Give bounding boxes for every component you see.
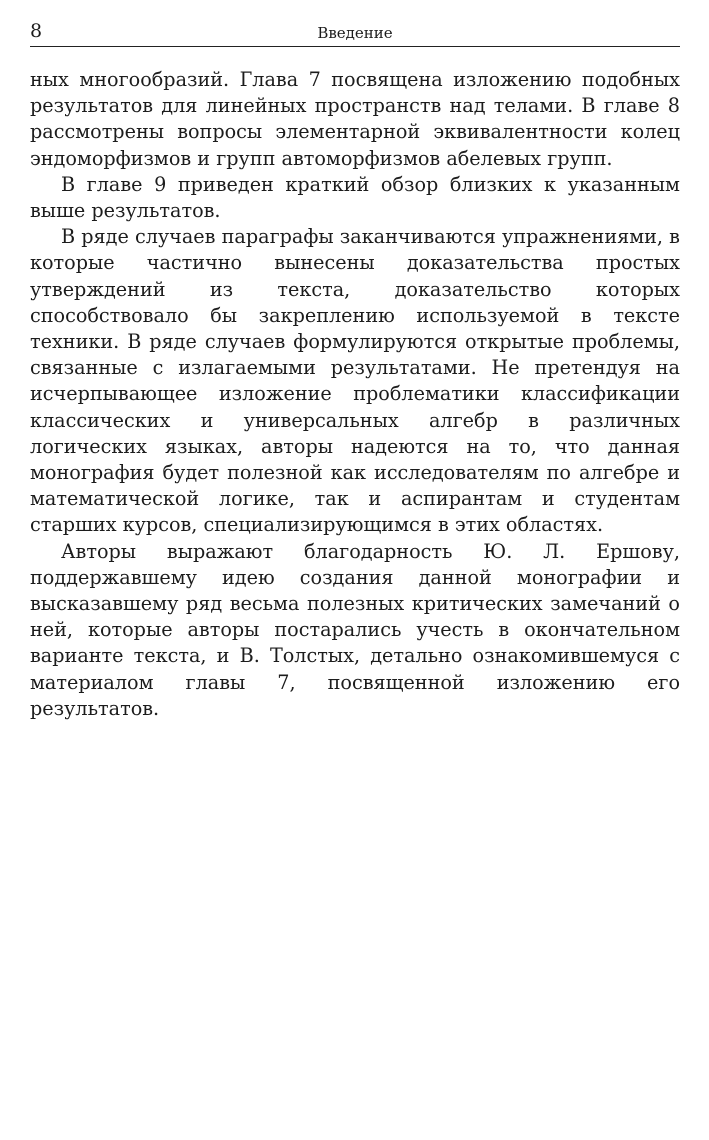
running-title: Введение — [317, 24, 393, 42]
paragraph-exercises: В ряде случаев параграфы заканчиваются упражнениями, в которые частично вынесены доказательства простых утверждений из текста, доказательство которых способствовало бы закреплению используемой в тексте техники. В ряде случаев формулируются открытые проблемы, связанные с излагаемыми результатами. Не претендуя на исчерпывающее изложение проблематики классификации классических и универсальных алгебр в различных логических языках, авторы надеются на то, что данная монография будет полезной как исследователям по алгебре и математической логике, так и аспирантам и студентам старших курсов, специализирующимся в этих областях. — [30, 225, 680, 537]
paragraph-continuation: ных многообразий. Глава 7 посвящена изложению подобных результатов для линейных пространств над телами. В главе 8 рассмотрены вопросы элементарной эквивалентности колец эндоморфизмов и групп автоморфизмов абелевых групп. — [30, 68, 680, 170]
running-head — [30, 18, 680, 47]
body-text — [30, 67, 680, 722]
paragraph-acknowledgements: Авторы выражают благодарность Ю. Л. Ершову, поддержавшему идею создания данной монографии и высказавшему ряд весьма полезных критических замечаний о ней, которые авторы постарались учесть в окончательном варианте текста, и В. Толстых, детально ознакомившемуся с материалом главы 7, посвященной изложению его результатов. — [30, 539, 680, 720]
book-page — [30, 18, 680, 722]
paragraph-chapter-9: В главе 9 приведен краткий обзор близких к указанным выше результатов. — [30, 172, 680, 223]
page-number: 8 — [30, 20, 43, 42]
